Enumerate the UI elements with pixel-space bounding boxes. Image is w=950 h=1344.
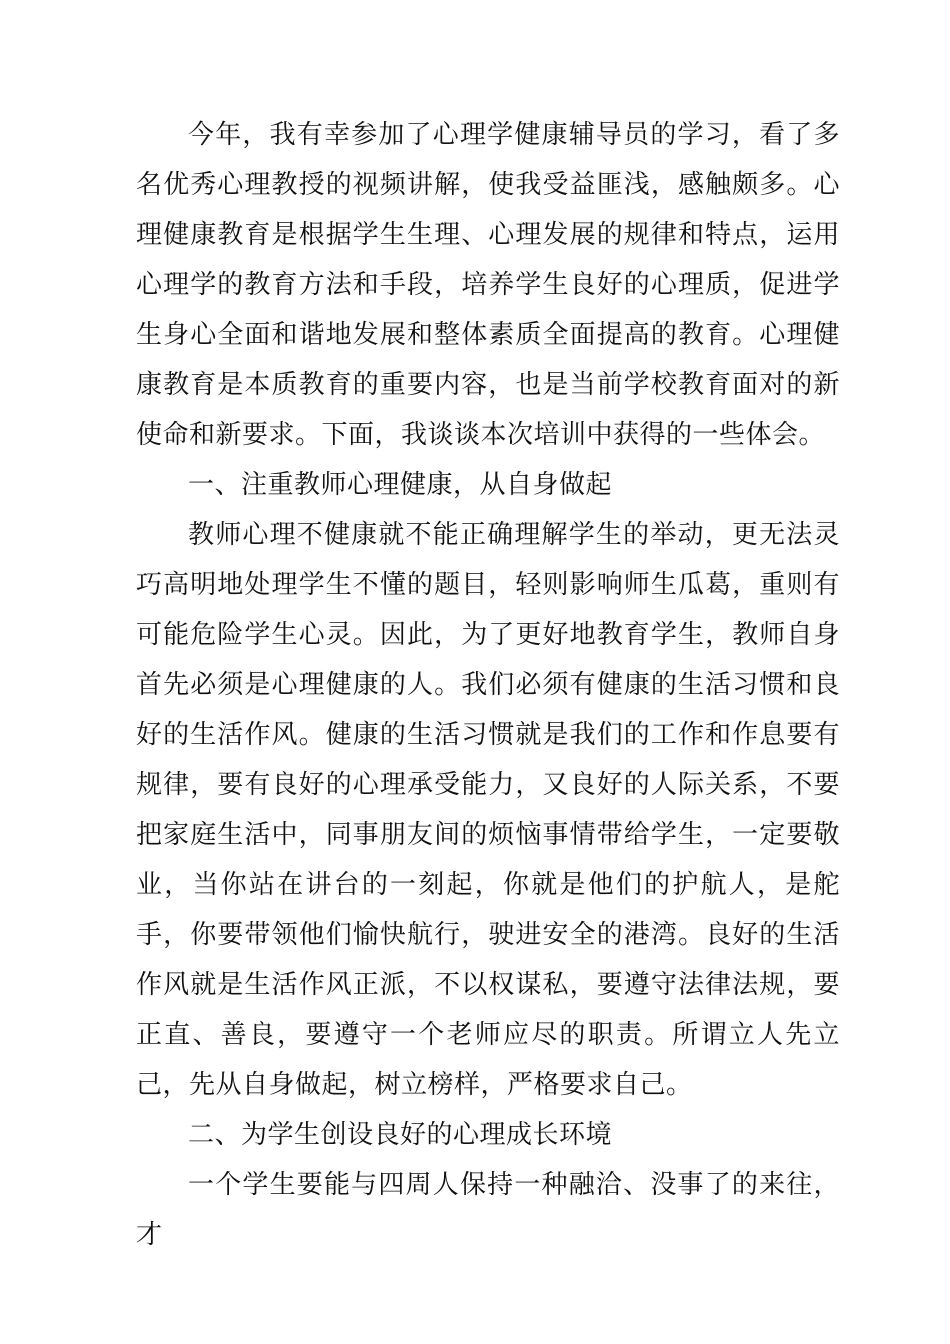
paragraph-section-1: 教师心理不健康就不能正确理解学生的举动，更无法灵巧高明地处理学生不懂的题目，轻则影响师生瓜葛，重则有可能危险学生心灵。因此，为了更好地教育学生，教师自身首先必须是心理健康的人。我们必须有健康的生活习惯和良好的生活作风。健康的生活习惯就是我们的工作和作息要有规律，要有良好的心理承受能力，又良好的人际关系，不要把家庭生活中，同事朋友间的烦恼事情带给学生，一定要敬业，当你站在讲台的一刻起，你就是他们的护航人，是舵手，你要带领他们愉快航行，驶进安全的港湾。良好的生活作风就是生活作风正派，不以权谋私，要遵守法律法规，要正直、善良，要遵守一个老师应尽的职责。所谓立人先立己，先从自身做起，树立榜样，严格要求自己。 [136, 520, 840, 1100]
document-body [136, 110, 840, 1260]
section-heading-2: 二、为学生创设良好的心理成长环境 [188, 1120, 613, 1150]
paragraph-section-2: 一个学生要能与四周人保持一种融洽、没事了的来往，才 [136, 1170, 840, 1250]
section-heading-1: 一、注重教师心理健康，从自身做起 [188, 470, 613, 500]
paragraph-intro: 今年，我有幸参加了心理学健康辅导员的学习，看了多名优秀心理教授的视频讲解，使我受益匪浅，感触颇多。心理健康教育是根据学生生理、心理发展的规律和特点，运用心理学的教育方法和手段，培养学生良好的心理质，促进学生身心全面和谐地发展和整体素质全面提高的教育。心理健康教育是本质教育的重要内容，也是当前学校教育面对的新使命和新要求。下面，我谈谈本次培训中获得的一些体会。 [136, 120, 840, 450]
